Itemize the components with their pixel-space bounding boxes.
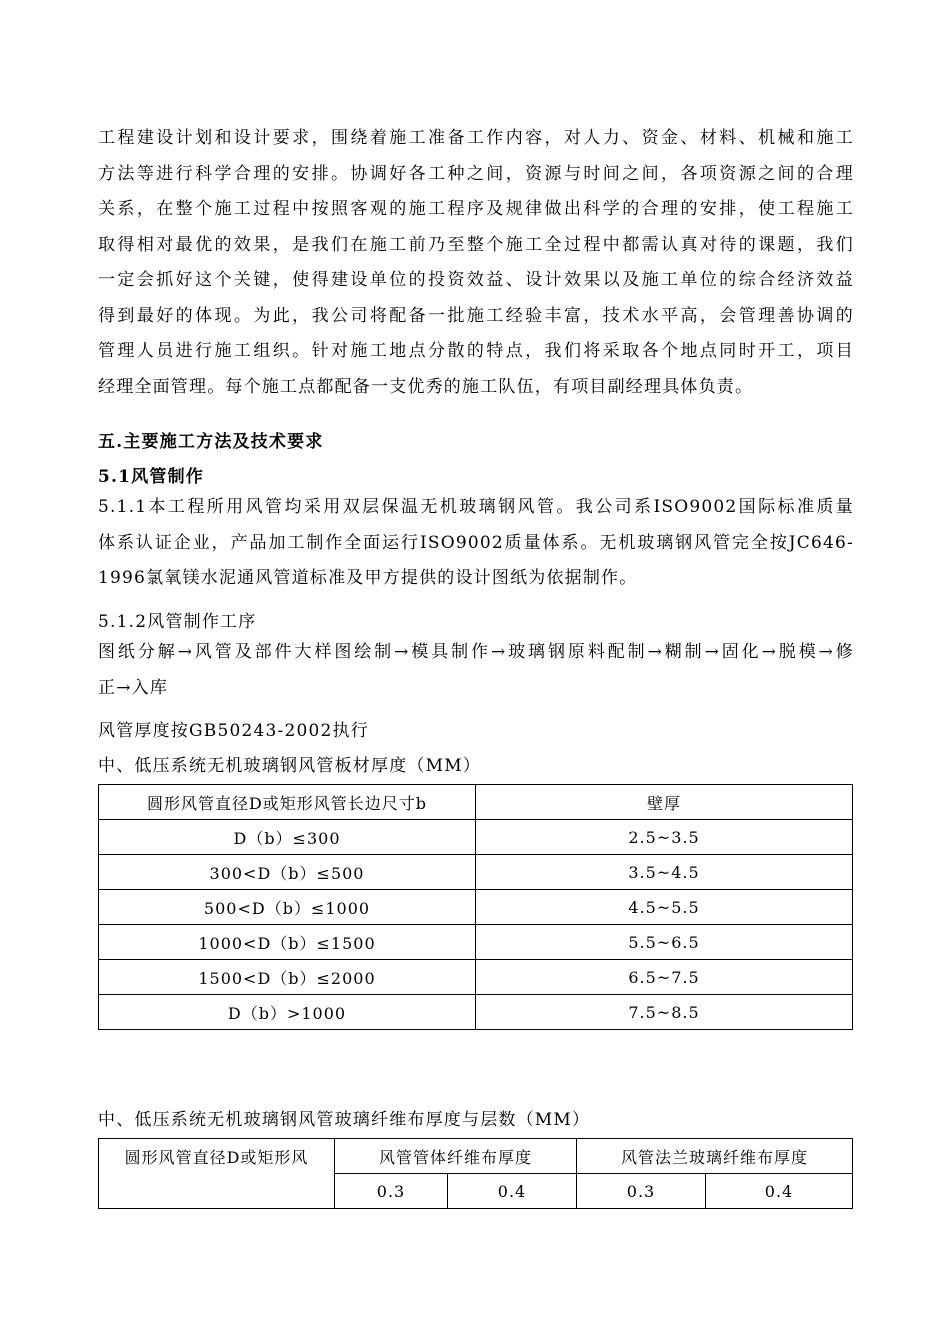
table-cell: 6.5~7.5 — [476, 960, 853, 995]
table-header-cell: 0.3 — [577, 1174, 706, 1209]
table-header-cell: 风管法兰玻璃纤维布厚度 — [577, 1139, 853, 1174]
table-cell: 1500<D（b）≤2000 — [99, 960, 476, 995]
board-thickness-table — [98, 784, 853, 1030]
table-header-row — [99, 1139, 853, 1174]
table-cell: 4.5~5.5 — [476, 890, 853, 925]
text-line: 5.1.1本工程所用风管均采用双层保温无机玻璃钢风管。我公司系ISO9002国际标准质量 — [98, 497, 854, 517]
table-cell: D（b）>1000 — [99, 995, 476, 1030]
table-cell: 2.5~3.5 — [476, 820, 853, 855]
table-cell: 3.5~4.5 — [476, 855, 853, 890]
table-row — [99, 995, 853, 1030]
text-line: 一定会抓好这个关键，使得建设单位的投资效益、设计效果以及施工单位的综合经济效益 — [98, 270, 854, 290]
table-cell: 7.5~8.5 — [476, 995, 853, 1030]
process-flow — [98, 635, 854, 706]
section-5-1-heading: 5.1风管制作 — [98, 467, 204, 487]
table-cell: 500<D（b）≤1000 — [99, 890, 476, 925]
paragraph-5-1-2-title: 5.1.2风管制作工序 — [98, 612, 257, 632]
table-header-cell: 圆形风管直径D或矩形风 — [99, 1139, 335, 1209]
table-cell: 300<D（b）≤500 — [99, 855, 476, 890]
table1-caption: 中、低压系统无机玻璃钢风管板材厚度（MM） — [98, 756, 482, 776]
table-header-row — [99, 785, 853, 820]
text-line: 得到最好的体现。为此，我公司将配备一批施工经验丰富，技术水平高，会管理善协调的 — [98, 305, 854, 326]
text-line: 1996氯氧镁水泥通风管道标准及甲方提供的设计图纸为依据制作。 — [98, 568, 638, 588]
table-header-cell: 风管管体纤维布厚度 — [335, 1139, 577, 1174]
text-line: 方法等进行科学合理的安排。协调好各工种之间，资源与时间之间，各项资源之间的合理 — [98, 163, 854, 184]
text-line: 工程建设计划和设计要求，围绕着施工准备工作内容，对人力、资金、材料、机械和施工 — [98, 128, 854, 148]
table-header-cell: 0.4 — [706, 1174, 853, 1209]
table-row — [99, 820, 853, 855]
table-row — [99, 960, 853, 995]
table-header-cell: 圆形风管直径D或矩形风管长边尺寸b — [99, 785, 476, 820]
thickness-note: 风管厚度按GB50243-2002执行 — [98, 721, 369, 741]
text-line: 图纸分解→风管及部件大样图绘制→模具制作→玻璃钢原料配制→糊制→固化→脱模→修 — [98, 642, 854, 662]
table-row — [99, 925, 853, 960]
table-header-cell: 壁厚 — [476, 785, 853, 820]
table-header-cell: 0.3 — [335, 1174, 448, 1209]
text-line: 取得相对最优的效果，是我们在施工前乃至整个施工全过程中都需认真对待的课题，我们 — [98, 234, 854, 255]
text-line: 体系认证企业，产品加工制作全面运行ISO9002质量体系。无机玻璃钢风管完全按JC646- — [98, 532, 854, 553]
table2-caption: 中、低压系统无机玻璃钢风管玻璃纤维布厚度与层数（MM） — [98, 1110, 591, 1130]
text-line: 正→入库 — [98, 677, 169, 698]
table-cell: 1000<D（b）≤1500 — [99, 925, 476, 960]
text-line: 关系，在整个施工过程中按照客观的施工程序及规律做出科学的合理的安排，使工程施工 — [98, 199, 854, 219]
table-row — [99, 890, 853, 925]
text-line: 管理人员进行施工组织。针对施工地点分散的特点，我们将采取各个地点同时开工，项目 — [98, 341, 854, 361]
paragraph-5-1-1 — [98, 490, 854, 597]
text-line: 经理全面管理。每个施工点都配备一支优秀的施工队伍，有项目副经理具体负责。 — [98, 376, 754, 397]
section-5-heading: 五.主要施工方法及技术要求 — [98, 432, 324, 452]
table-cell: D（b）≤300 — [99, 820, 476, 855]
table-cell: 5.5~6.5 — [476, 925, 853, 960]
fiber-cloth-table — [98, 1138, 853, 1209]
intro-paragraph — [98, 121, 854, 405]
table-header-cell: 0.4 — [448, 1174, 577, 1209]
table-row — [99, 855, 853, 890]
